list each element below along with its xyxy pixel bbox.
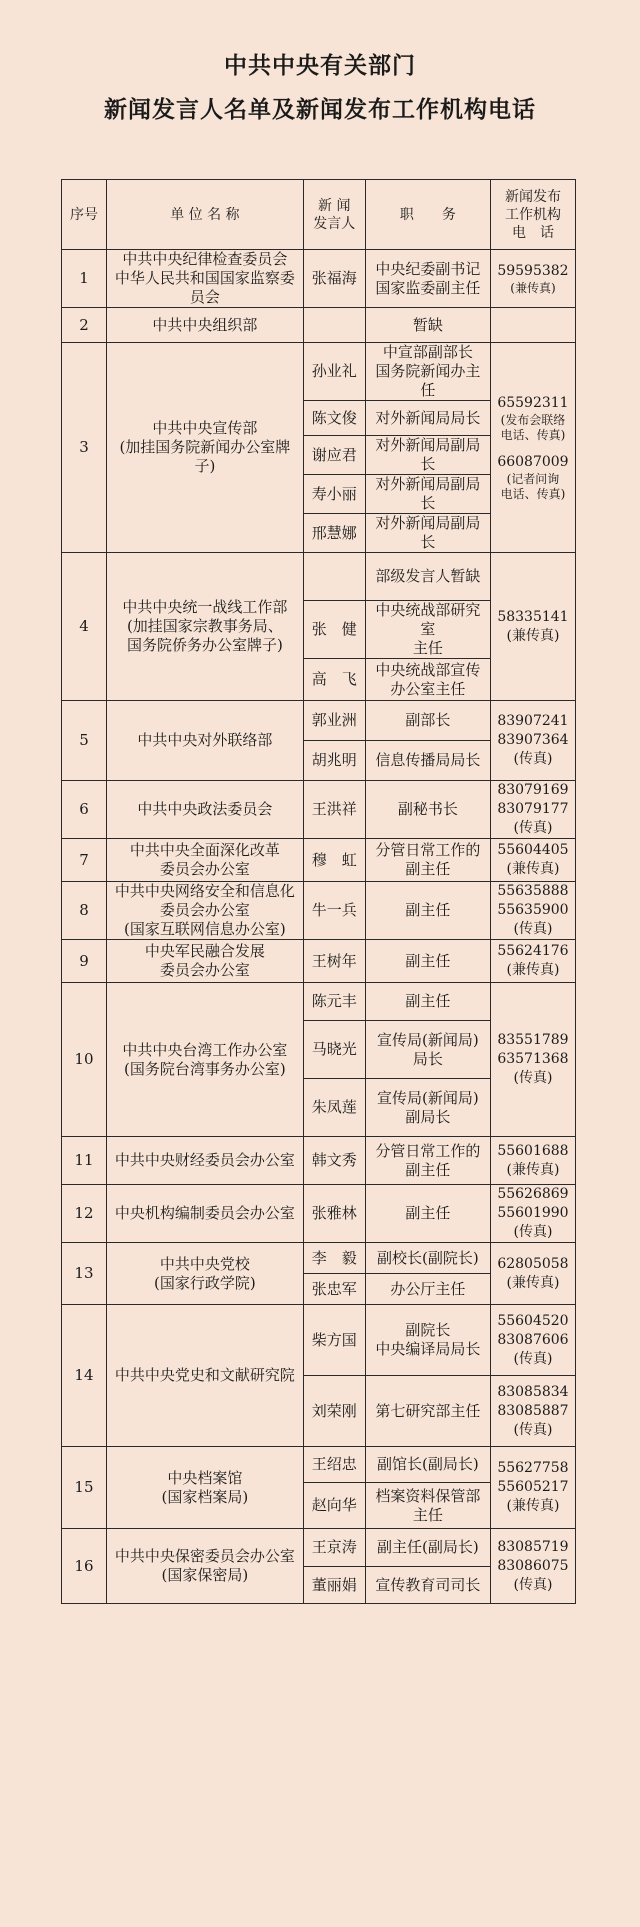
speaker-name: 赵向华 — [303, 1483, 365, 1529]
speaker-post — [365, 659, 490, 701]
post-line: 第七研究部主任 — [375, 1401, 481, 1420]
unit-name — [106, 250, 303, 308]
phone-line: 55605217 — [497, 1479, 569, 1495]
unit-name — [106, 308, 303, 343]
post-line: 办公室主任 — [390, 679, 466, 698]
phone-cell — [490, 308, 575, 343]
speaker-name: 陈元丰 — [303, 983, 365, 1021]
unit-name — [106, 1243, 303, 1305]
phone-line: 55624176 — [497, 943, 569, 959]
spokesperson-table — [61, 179, 576, 1604]
speaker-name: 王绍忠 — [303, 1447, 365, 1483]
speaker-name: 张忠军 — [303, 1274, 365, 1305]
unit-name — [106, 839, 303, 882]
unit-name-line: 委员会办公室 — [159, 860, 250, 878]
phone-cell — [490, 983, 575, 1137]
post-line: 中央统战部研究室 — [375, 601, 481, 638]
phone-cell — [490, 1243, 575, 1305]
phone-cell — [490, 1305, 575, 1376]
phone-line: 55635900 — [497, 902, 569, 918]
speaker-post — [365, 1529, 490, 1567]
table-row — [62, 1529, 576, 1567]
unit-name-line: 中共中央宣传部 — [152, 419, 258, 437]
speaker-name: 董丽娟 — [303, 1567, 365, 1604]
phone-line: 83079169 — [497, 782, 569, 798]
post-line: 副主任 — [405, 1204, 451, 1222]
unit-name — [106, 940, 303, 983]
table-row — [62, 882, 576, 940]
speaker-post — [365, 1079, 490, 1137]
phone-line: 83086075 — [497, 1557, 569, 1574]
row-index: 16 — [62, 1529, 107, 1604]
table-row — [62, 983, 576, 1021]
phone-cell — [490, 553, 575, 701]
unit-name — [106, 983, 303, 1137]
speaker-post — [365, 553, 490, 601]
speaker-post — [365, 882, 490, 940]
post-line: 副秘书长 — [397, 800, 458, 818]
post-line: 信息传播局局长 — [375, 751, 481, 769]
unit-name-line: 委员会办公室 — [159, 961, 250, 979]
row-index: 14 — [62, 1305, 107, 1447]
phone-line: (传真) — [513, 921, 553, 937]
post-line: 副院长 — [405, 1321, 451, 1339]
post-line: 副主任 — [405, 951, 451, 970]
phone-cell — [490, 250, 575, 308]
table-row — [62, 940, 576, 983]
phone-line: 63571368 — [497, 1051, 569, 1067]
speaker-post — [365, 514, 490, 553]
table-row — [62, 1185, 576, 1243]
phone-line: 55604405 — [497, 842, 569, 858]
row-index: 3 — [62, 343, 107, 553]
phone-line: 83087606 — [497, 1331, 569, 1348]
speaker-post — [365, 701, 490, 741]
post-line: 中宣部副部长 — [382, 343, 473, 361]
speaker-name: 李 毅 — [303, 1243, 365, 1274]
row-index: 9 — [62, 940, 107, 983]
phone-line: 83907241 — [497, 713, 569, 729]
page-title — [0, 0, 640, 132]
table-row — [62, 1243, 576, 1274]
table-row — [62, 250, 576, 308]
unit-name-line: 中共中央纪律检查委员会 — [122, 250, 288, 268]
phone-line: 55635888 — [497, 883, 569, 899]
speaker-post — [365, 1185, 490, 1243]
phone-line: (记者问询 — [506, 471, 560, 486]
phone-cell — [490, 781, 575, 839]
unit-name-line: 委员会办公室 — [159, 901, 250, 919]
speaker-post — [365, 436, 490, 475]
speaker-name: 穆 虹 — [303, 839, 365, 882]
phone-cell — [490, 839, 575, 882]
post-line: 中央纪委副书记 — [375, 259, 481, 278]
post-line: 副主任(副局长) — [376, 1538, 479, 1556]
post-line: 对外新闻局副局长 — [375, 475, 481, 512]
phone-line: 83551789 — [497, 1032, 569, 1048]
phone-line: 55601990 — [497, 1205, 569, 1221]
phone-line: 83085719 — [497, 1538, 569, 1555]
post-line: 对外新闻局局长 — [375, 408, 481, 427]
unit-name-line: (加挂国家宗教事务局、 — [126, 617, 283, 635]
table-row — [62, 553, 576, 601]
unit-name-line: 中央档案馆 — [167, 1468, 243, 1487]
row-index: 4 — [62, 553, 107, 701]
post-line: 对外新闻局副局长 — [375, 436, 481, 473]
table-row — [62, 308, 576, 343]
phone-line: 55627758 — [497, 1460, 569, 1476]
phone-line: (兼传真) — [510, 280, 556, 295]
phone-line: (传真) — [513, 1224, 553, 1240]
unit-name-line: 中共中央政法委员会 — [137, 800, 273, 818]
phone-line: (兼传真) — [506, 962, 560, 978]
speaker-name: 张福海 — [303, 250, 365, 308]
phone-line: 83085887 — [497, 1402, 569, 1419]
post-line: 分管日常工作的 — [375, 841, 481, 859]
header-phone-line: 电 话 — [511, 224, 554, 241]
post-line: 副局长 — [405, 1107, 451, 1126]
row-index: 5 — [62, 701, 107, 781]
post-line: 副校长(副院长) — [376, 1248, 479, 1267]
phone-line: 83907364 — [497, 732, 569, 748]
header-phone-line: 工作机构 — [504, 206, 561, 223]
phone-cell — [490, 1529, 575, 1604]
unit-name — [106, 1137, 303, 1185]
phone-cell — [490, 343, 575, 553]
speaker-post — [365, 781, 490, 839]
speaker-name: 王京涛 — [303, 1529, 365, 1567]
phone-line: (传真) — [513, 1421, 553, 1438]
speaker-name: 邢慧娜 — [303, 514, 365, 553]
phone-line: 66087009 — [497, 453, 569, 470]
phone-line: 83079177 — [497, 801, 569, 817]
post-line: 局长 — [412, 1049, 443, 1068]
speaker-name: 朱凤莲 — [303, 1079, 365, 1137]
phone-line: (传真) — [513, 1070, 553, 1086]
post-line: 主任 — [412, 639, 443, 657]
speaker-post — [365, 1447, 490, 1483]
speaker-post — [365, 1021, 490, 1079]
row-index: 7 — [62, 839, 107, 882]
speaker-name: 寿小丽 — [303, 475, 365, 514]
phone-gap — [494, 443, 572, 453]
phone-line: (兼传真) — [506, 627, 560, 644]
unit-name — [106, 1447, 303, 1529]
phone-line: (兼传真) — [506, 861, 560, 877]
post-line: 副主任 — [405, 1160, 451, 1179]
unit-name — [106, 701, 303, 781]
title-line-2: 新闻发言人名单及新闻发布工作机构电话 — [104, 97, 536, 123]
speaker-name: 谢应君 — [303, 436, 365, 475]
row-index: 2 — [62, 308, 107, 343]
post-line: 中央编译局局长 — [375, 1340, 481, 1358]
unit-name-line: 中共中央党史和文献研究院 — [114, 1366, 295, 1384]
table-row — [62, 701, 576, 741]
speaker-name: 陈文俊 — [303, 401, 365, 436]
unit-name-line: 中共中央组织部 — [152, 315, 258, 334]
post-line: 分管日常工作的 — [375, 1141, 481, 1160]
header-unit: 单 位 名 称 — [106, 180, 303, 250]
unit-name — [106, 1529, 303, 1604]
speaker-post — [365, 1483, 490, 1529]
speaker-name: 柴方国 — [303, 1305, 365, 1376]
post-line: 档案资料保管部 — [375, 1486, 481, 1505]
post-line: 副主任 — [405, 860, 451, 878]
post-line: 对外新闻局副局长 — [375, 514, 481, 551]
speaker-post — [365, 839, 490, 882]
speaker-name: 马晓光 — [303, 1021, 365, 1079]
unit-name-line: (国家档案局) — [161, 1487, 249, 1506]
unit-name-line: 中共中央保密委员会办公室 — [114, 1547, 295, 1565]
phone-cell — [490, 940, 575, 983]
table-body — [62, 250, 576, 1604]
phone-line: 55601688 — [497, 1142, 569, 1159]
speaker-post — [365, 1376, 490, 1447]
row-index: 10 — [62, 983, 107, 1137]
speaker-post — [365, 1137, 490, 1185]
phone-cell — [490, 1376, 575, 1447]
speaker-name: 孙业礼 — [303, 343, 365, 401]
phone-line: 电话、传真) — [500, 427, 566, 442]
speaker-name: 刘荣刚 — [303, 1376, 365, 1447]
header-index: 序号 — [62, 180, 107, 250]
phone-line: 55604520 — [497, 1312, 569, 1329]
unit-name-line: 中华人民共和国国家监察委员会 — [114, 269, 295, 306]
table-row — [62, 1447, 576, 1483]
post-line: 国家监委副主任 — [375, 278, 481, 297]
unit-name-line: 国务院侨务办公室牌子) — [126, 636, 283, 654]
unit-name-line: (国务院台湾事务办公室) — [124, 1059, 286, 1078]
unit-name-line: 中央机构编制委员会办公室 — [114, 1204, 295, 1222]
speaker-name: 高 飞 — [303, 659, 365, 701]
speaker-name: 张 健 — [303, 601, 365, 659]
speaker-post — [365, 475, 490, 514]
table-row — [62, 343, 576, 401]
row-index: 12 — [62, 1185, 107, 1243]
phone-line: (兼传真) — [506, 1498, 560, 1514]
post-line: 办公厅主任 — [390, 1279, 466, 1298]
title-line-1: 中共中央有关部门 — [224, 53, 416, 79]
speaker-name — [303, 553, 365, 601]
speaker-post — [365, 1567, 490, 1604]
unit-name-line: (国家保密局) — [161, 1566, 249, 1584]
phone-line: (传真) — [513, 820, 553, 836]
phone-line: 62805058 — [497, 1255, 569, 1272]
unit-name-line: 中共中央网络安全和信息化 — [114, 882, 295, 900]
post-line: 副主任 — [405, 901, 451, 919]
table-header-row — [62, 180, 576, 250]
row-index: 13 — [62, 1243, 107, 1305]
phone-cell — [490, 701, 575, 781]
speaker-post — [365, 1305, 490, 1376]
unit-name-line: (国家互联网信息办公室) — [124, 920, 286, 938]
header-speaker-line: 新 闻 — [318, 197, 351, 214]
unit-name — [106, 343, 303, 553]
post-line: 宣传教育司司长 — [375, 1575, 481, 1594]
unit-name-line: 中共中央党校 — [159, 1254, 250, 1273]
header-speaker — [303, 180, 365, 250]
post-line: 宣传局(新闻局) — [376, 1088, 479, 1107]
unit-name-line: 中共中央台湾工作办公室 — [122, 1040, 288, 1059]
speaker-post — [365, 601, 490, 659]
speaker-name — [303, 308, 365, 343]
header-speaker-line: 发言人 — [313, 215, 356, 232]
post-line: 国务院新闻办主任 — [375, 362, 481, 399]
speaker-post — [365, 250, 490, 308]
phone-line: (传真) — [513, 1350, 553, 1367]
phone-line: (兼传真) — [506, 1274, 560, 1291]
header-phone-line: 新闻发布 — [504, 188, 561, 205]
header-post: 职 务 — [365, 180, 490, 250]
unit-name-line: (加挂国务院新闻办公室牌子) — [119, 438, 291, 475]
post-line: 副馆长(副局长) — [376, 1455, 479, 1473]
unit-name-line: 中共中央统一战线工作部 — [122, 598, 288, 616]
phone-cell — [490, 1185, 575, 1243]
post-line: 部级发言人暂缺 — [375, 567, 481, 585]
speaker-post — [365, 308, 490, 343]
speaker-post — [365, 983, 490, 1021]
row-index: 8 — [62, 882, 107, 940]
phone-line: (传真) — [513, 751, 553, 767]
post-line: 中央统战部宣传 — [375, 660, 481, 679]
post-line: 暂缺 — [412, 315, 443, 334]
phone-cell — [490, 882, 575, 940]
table-row — [62, 1305, 576, 1376]
phone-line: 58335141 — [497, 608, 569, 625]
phone-line: (传真) — [513, 1576, 553, 1593]
phone-line: (兼传真) — [506, 1161, 560, 1178]
post-line: 宣传局(新闻局) — [376, 1030, 479, 1049]
table-row — [62, 1137, 576, 1185]
phone-line: 83085834 — [497, 1383, 569, 1400]
unit-name-line: 中共中央全面深化改革 — [129, 841, 280, 859]
post-line: 主任 — [412, 1505, 443, 1524]
speaker-post — [365, 741, 490, 781]
phone-cell — [490, 1137, 575, 1185]
speaker-post — [365, 940, 490, 983]
unit-name-line: 中共中央财经委员会办公室 — [114, 1151, 295, 1169]
speaker-name: 王树年 — [303, 940, 365, 983]
speaker-post — [365, 1243, 490, 1274]
speaker-post — [365, 1274, 490, 1305]
speaker-name: 王洪祥 — [303, 781, 365, 839]
row-index: 6 — [62, 781, 107, 839]
row-index: 11 — [62, 1137, 107, 1185]
phone-line: 55626869 — [497, 1186, 569, 1202]
row-index: 1 — [62, 250, 107, 308]
unit-name-line: (国家行政学院) — [154, 1273, 256, 1292]
speaker-name: 郭业洲 — [303, 701, 365, 741]
speaker-name: 张雅林 — [303, 1185, 365, 1243]
phone-line: (发布会联络 — [500, 412, 566, 427]
unit-name — [106, 553, 303, 701]
unit-name — [106, 882, 303, 940]
unit-name-line: 中共中央对外联络部 — [137, 731, 273, 749]
header-phone — [490, 180, 575, 250]
speaker-name: 牛一兵 — [303, 882, 365, 940]
table-row — [62, 839, 576, 882]
unit-name-line: 中央军民融合发展 — [144, 942, 265, 960]
phone-line: 电话、传真) — [500, 486, 566, 501]
speaker-name: 韩文秀 — [303, 1137, 365, 1185]
unit-name — [106, 781, 303, 839]
phone-line: 59595382 — [497, 262, 569, 279]
unit-name — [106, 1185, 303, 1243]
speaker-name: 胡兆明 — [303, 741, 365, 781]
phone-cell — [490, 1447, 575, 1529]
speaker-post — [365, 401, 490, 436]
post-line: 副部长 — [405, 711, 451, 729]
post-line: 副主任 — [405, 992, 451, 1010]
unit-name — [106, 1305, 303, 1447]
phone-line: 65592311 — [497, 394, 569, 411]
table-row — [62, 781, 576, 839]
speaker-post — [365, 343, 490, 401]
row-index: 15 — [62, 1447, 107, 1529]
